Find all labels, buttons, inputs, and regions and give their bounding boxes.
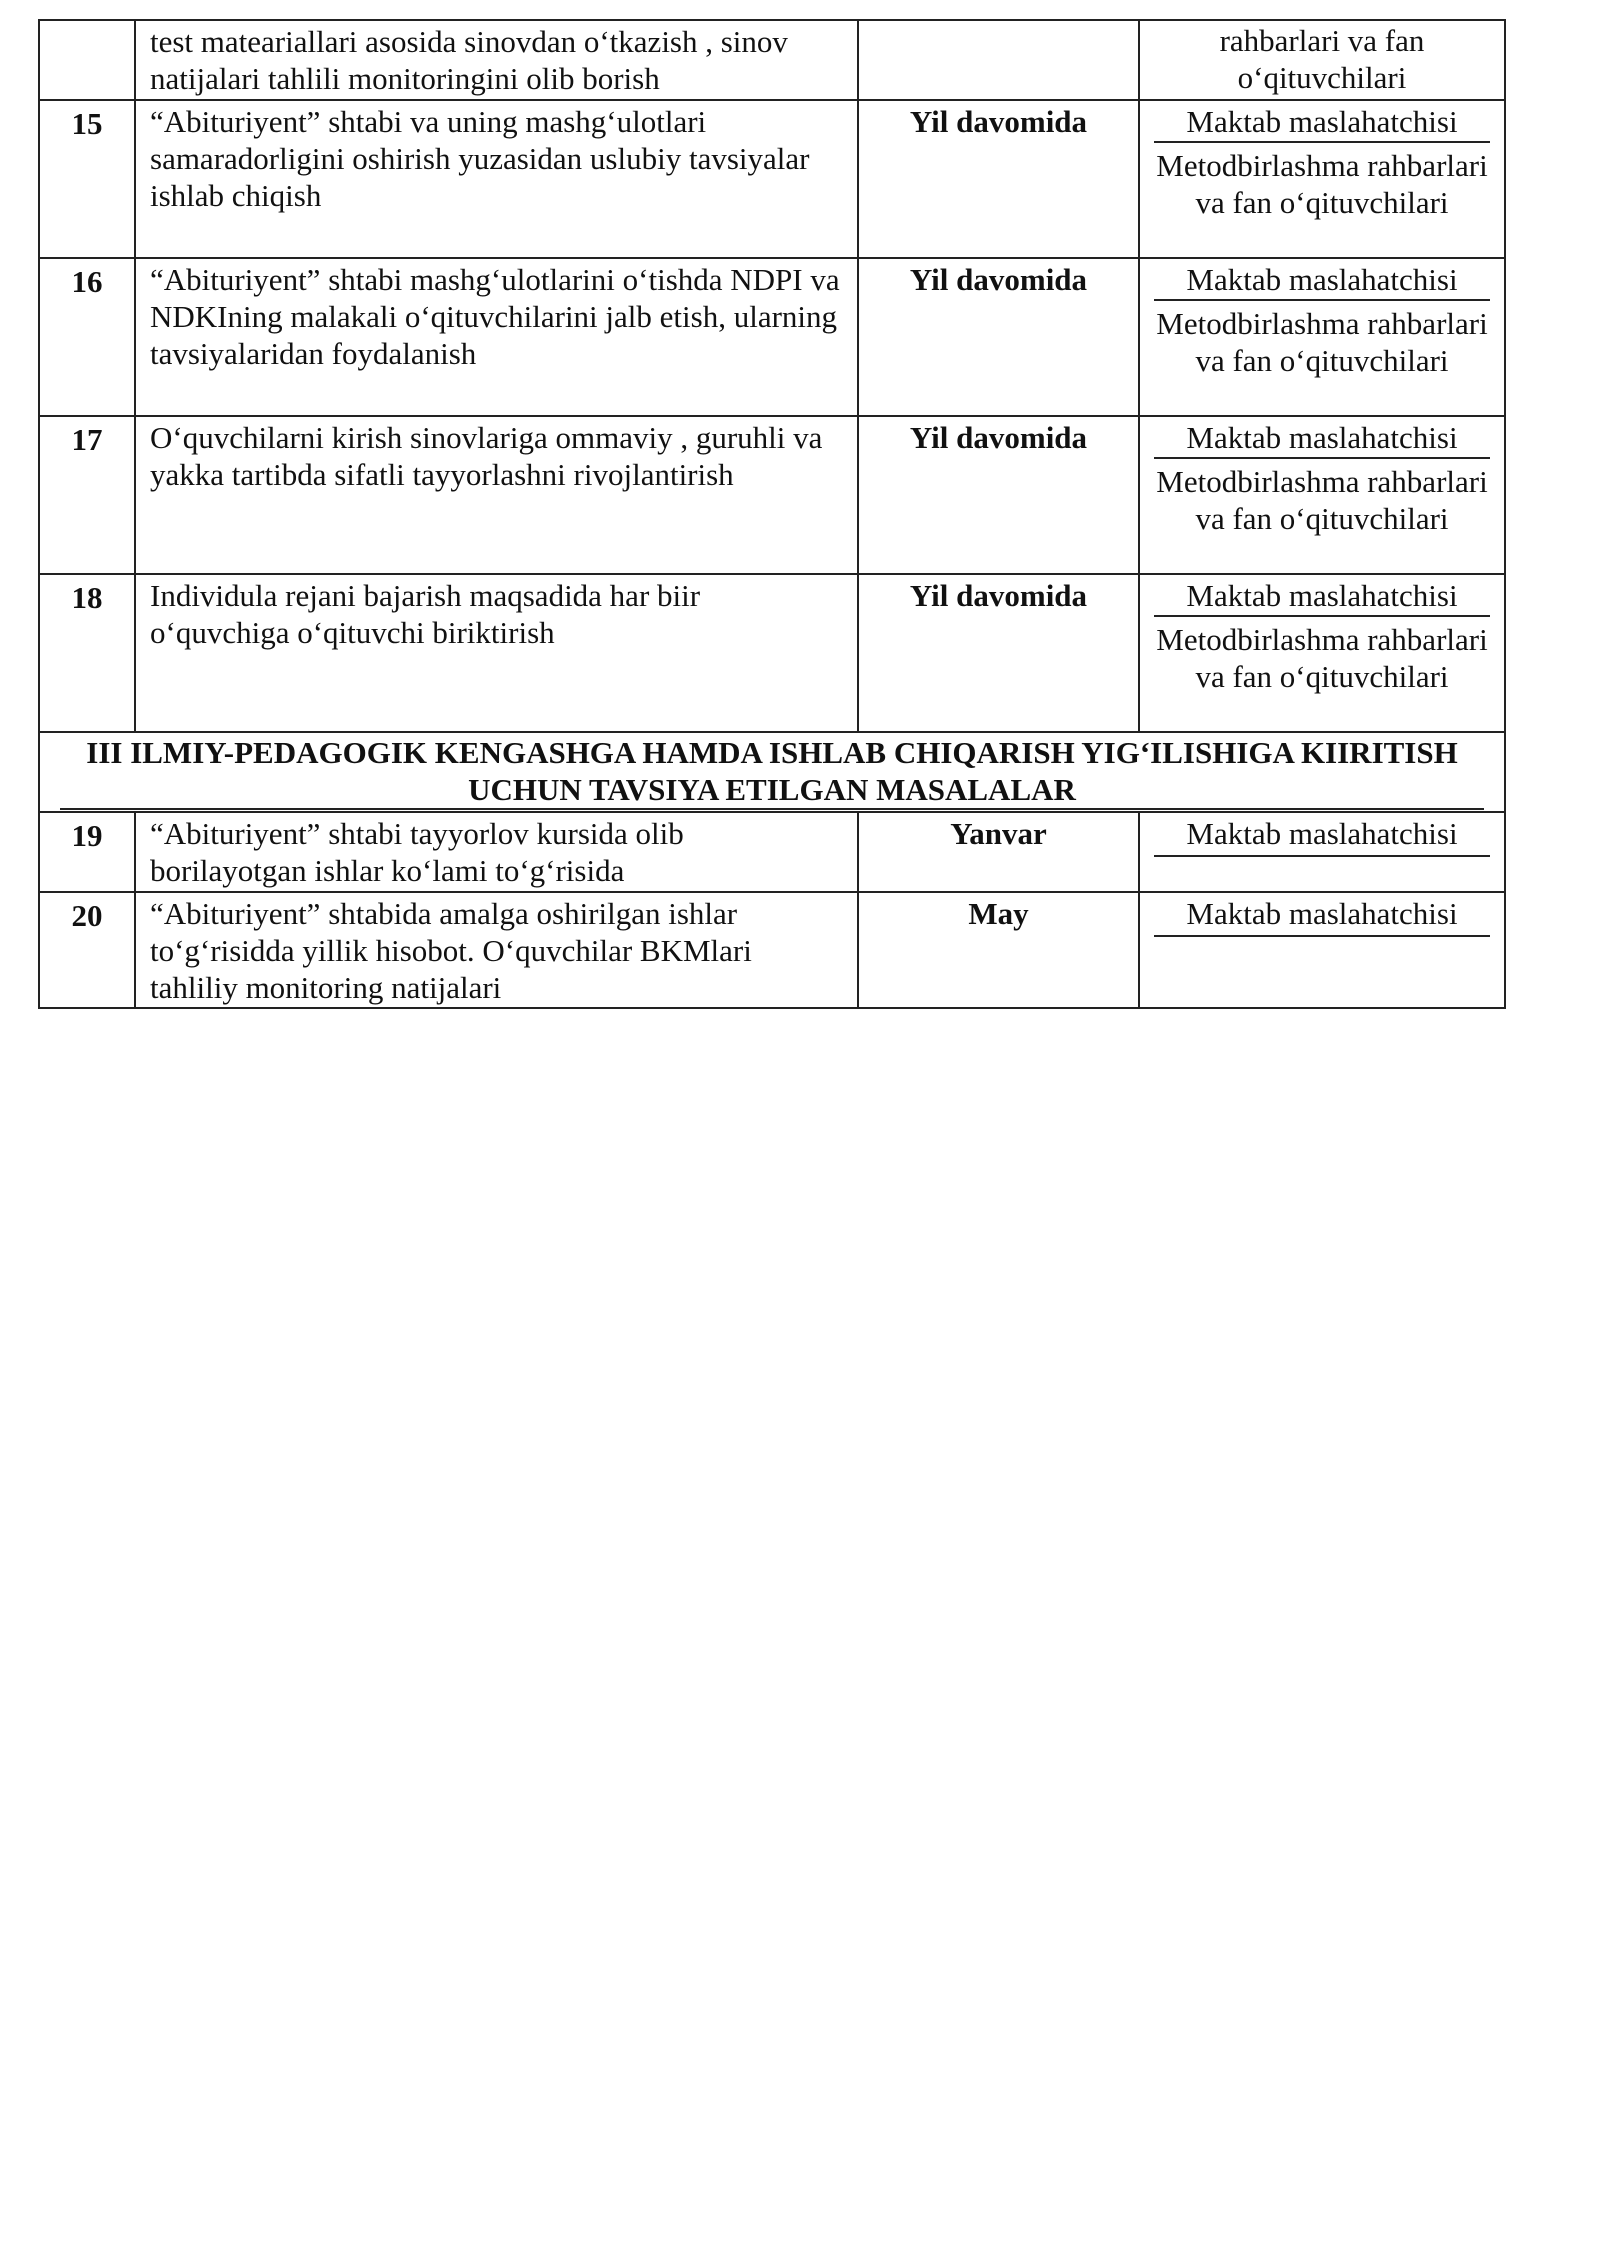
responsible-continued: rahbarlari va fan o‘qituvchilari bbox=[1219, 23, 1425, 95]
section-heading-line1: III ILMIY-PEDAGOGIK KENGASHGA HAMDA ISHLAB CHIQARISH YIG‘ILISHIGA KIIRITISH bbox=[86, 735, 1458, 770]
task-description: Individula rejani bajarish maqsadida har biir o‘quvchiga o‘qituvchi biriktirish bbox=[135, 574, 858, 732]
responsible-cell bbox=[1139, 20, 1505, 100]
table-row bbox=[39, 812, 1505, 892]
responsible-secondary: Metodbirlashma rahbarlari va fan o‘qituvchilari bbox=[1156, 464, 1488, 536]
deadline bbox=[858, 20, 1139, 100]
row-number: 18 bbox=[39, 574, 135, 732]
task-description: O‘quvchilarni kirish sinovlariga ommaviy , guruhli va yakka tartibda sifatli tayyorlashni rivojlantirish bbox=[135, 416, 858, 574]
deadline: Yil davomida bbox=[858, 574, 1139, 732]
row-number bbox=[39, 20, 135, 100]
deadline: Yanvar bbox=[858, 812, 1139, 892]
deadline: Yil davomida bbox=[858, 416, 1139, 574]
task-description: test mateariallari asosida sinovdan o‘tkazish , sinov natijalari tahlili monitoringini olib borish bbox=[135, 20, 858, 100]
row-number: 20 bbox=[39, 892, 135, 1008]
task-description: “Abituriyent” shtabi tayyorlov kursida olib borilayotgan ishlar ko‘lami to‘g‘risida bbox=[135, 812, 858, 892]
responsible-primary: Maktab maslahatchisi bbox=[1154, 101, 1490, 143]
responsible-cell bbox=[1139, 812, 1505, 892]
task-description: “Abituriyent” shtabi va uning mashg‘ulotlari samaradorligini oshirish yuzasidan uslubiy tavsiyalar ishlab chiqish bbox=[135, 100, 858, 258]
responsible-secondary: Metodbirlashma rahbarlari va fan o‘qituvchilari bbox=[1156, 148, 1488, 220]
responsible-secondary: Metodbirlashma rahbarlari va fan o‘qituvchilari bbox=[1156, 622, 1488, 694]
row-number: 15 bbox=[39, 100, 135, 258]
responsible-cell bbox=[1139, 892, 1505, 1008]
responsible-cell bbox=[1139, 258, 1505, 416]
table-row bbox=[39, 574, 1505, 732]
responsible-primary: Maktab maslahatchisi bbox=[1154, 575, 1490, 617]
responsible-secondary: Metodbirlashma rahbarlari va fan o‘qituvchilari bbox=[1156, 306, 1488, 378]
section-heading bbox=[39, 732, 1505, 812]
responsible-primary: Maktab maslahatchisi bbox=[1154, 417, 1490, 459]
work-plan-table bbox=[38, 19, 1506, 1009]
document-page bbox=[38, 19, 1504, 1009]
row-number: 16 bbox=[39, 258, 135, 416]
table-row bbox=[39, 100, 1505, 258]
deadline: May bbox=[858, 892, 1139, 1008]
table-row bbox=[39, 20, 1505, 100]
section-row bbox=[39, 732, 1505, 812]
deadline: Yil davomida bbox=[858, 258, 1139, 416]
task-description: “Abituriyent” shtabi mashg‘ulotlarini o‘tishda NDPI va NDKIning malakali o‘qituvchilarini jalb etish, ularning tavsiyalaridan foydalanish bbox=[135, 258, 858, 416]
responsible-primary: Maktab maslahatchisi bbox=[1154, 813, 1490, 857]
table-row bbox=[39, 892, 1505, 1008]
responsible-cell bbox=[1139, 416, 1505, 574]
responsible-cell bbox=[1139, 100, 1505, 258]
responsible-cell bbox=[1139, 574, 1505, 732]
responsible-primary: Maktab maslahatchisi bbox=[1154, 259, 1490, 301]
table-row bbox=[39, 416, 1505, 574]
deadline: Yil davomida bbox=[858, 100, 1139, 258]
row-number: 19 bbox=[39, 812, 135, 892]
section-heading-line2: UCHUN TAVSIYA ETILGAN MASALALAR bbox=[60, 771, 1484, 810]
task-description: “Abituriyent” shtabida amalga oshirilgan ishlar to‘g‘risidda yillik hisobot. O‘quvchilar BKMlari tahliliy monitoring natijalari bbox=[135, 892, 858, 1008]
table-row bbox=[39, 258, 1505, 416]
responsible-primary: Maktab maslahatchisi bbox=[1154, 893, 1490, 937]
row-number: 17 bbox=[39, 416, 135, 574]
